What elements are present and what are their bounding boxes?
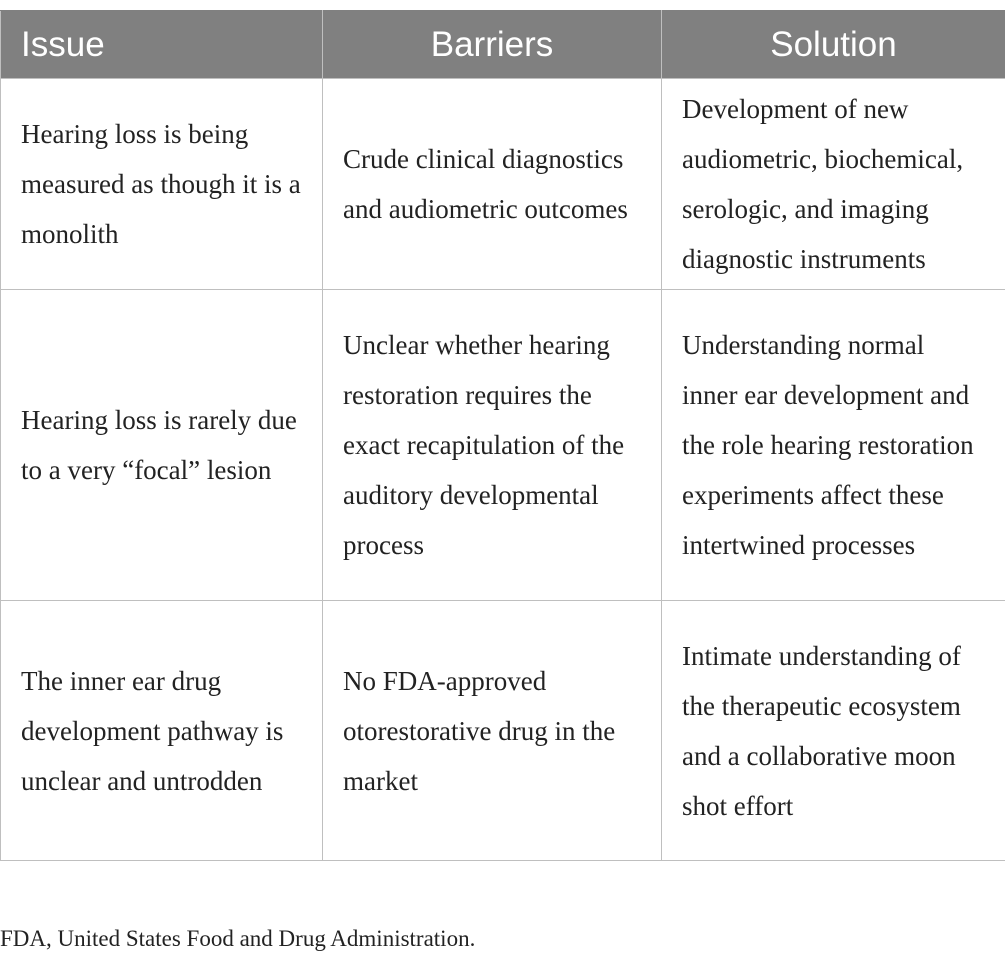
column-header-issue: Issue: [1, 11, 323, 79]
barriers-cell: Crude clinical diagnostics and audiometric outcomes: [323, 79, 662, 290]
table-row: [1, 79, 1005, 290]
column-header-barriers: Barriers: [323, 11, 662, 79]
table-header-row: [1, 11, 1005, 79]
solution-cell: Intimate understanding of the therapeutic ecosystem and a collaborative moon shot effort: [662, 601, 1005, 861]
issues-table: [0, 10, 1005, 861]
table-row: [1, 290, 1005, 601]
table-row: [1, 601, 1005, 861]
barriers-cell: Unclear whether hearing restoration requires the exact recapitulation of the auditory developmental process: [323, 290, 662, 601]
solution-cell: Development of new audiometric, biochemical, serologic, and imaging diagnostic instruments: [662, 79, 1005, 290]
column-header-solution: Solution: [662, 11, 1005, 79]
issue-cell: Hearing loss is being measured as though it is a monolith: [1, 79, 323, 290]
table-footnote: FDA, United States Food and Drug Administration.: [0, 926, 476, 951]
issue-cell: Hearing loss is rarely due to a very “focal” lesion: [1, 290, 323, 601]
barriers-cell: No FDA-approved otorestorative drug in the market: [323, 601, 662, 861]
solution-cell: Understanding normal inner ear development and the role hearing restoration experiments affect these intertwined processes: [662, 290, 1005, 601]
issue-cell: The inner ear drug development pathway is unclear and untrodden: [1, 601, 323, 861]
issues-table-container: [0, 10, 1005, 861]
